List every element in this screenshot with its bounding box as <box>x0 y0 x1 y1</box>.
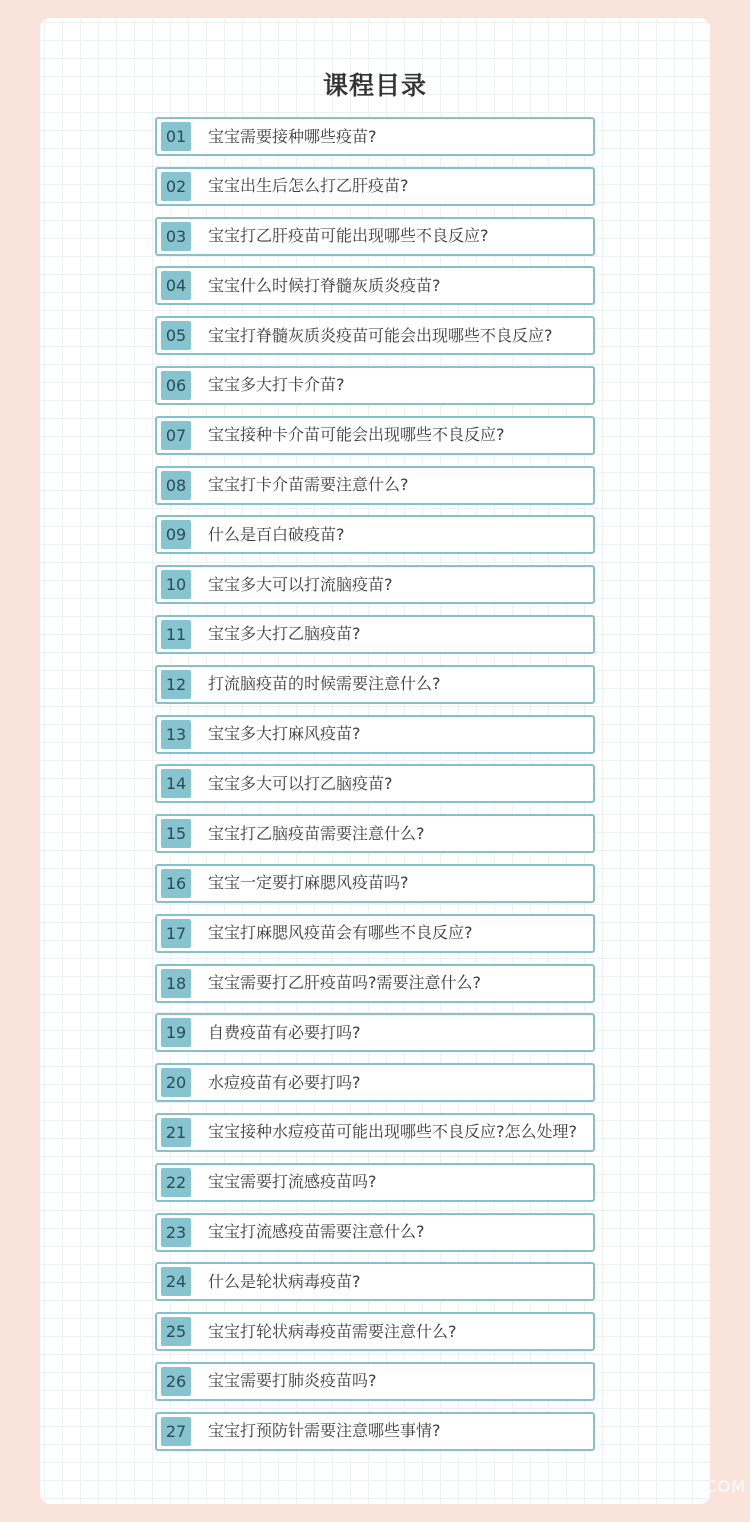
course-item-18[interactable] <box>155 964 595 1003</box>
course-title: 宝宝需要打乙肝疫苗吗?需要注意什么? <box>208 973 481 993</box>
course-title: 宝宝多大打乙脑疫苗? <box>208 624 361 644</box>
page-title: 课程目录 <box>322 71 427 100</box>
course-number: 24 <box>161 1267 191 1296</box>
watermark-text: COM <box>705 1477 746 1496</box>
course-item-11[interactable] <box>155 615 595 654</box>
course-title: 宝宝打脊髓灰质炎疫苗可能会出现哪些不良反应? <box>208 325 553 345</box>
course-number: 26 <box>161 1367 191 1396</box>
course-item-23[interactable] <box>155 1213 595 1252</box>
course-item-10[interactable] <box>155 565 595 604</box>
course-title: 宝宝打轮状病毒疫苗需要注意什么? <box>208 1321 457 1341</box>
course-item-13[interactable] <box>155 715 595 754</box>
course-item-09[interactable] <box>155 515 595 554</box>
course-item-20[interactable] <box>155 1063 595 1102</box>
course-item-19[interactable] <box>155 1013 595 1052</box>
course-list <box>155 117 595 1462</box>
course-number: 18 <box>161 969 191 998</box>
course-item-17[interactable] <box>155 914 595 953</box>
course-number: 13 <box>161 720 191 749</box>
course-number: 11 <box>161 620 191 649</box>
course-number: 17 <box>161 919 191 948</box>
course-number: 25 <box>161 1317 191 1346</box>
course-title: 宝宝需要接种哪些疫苗? <box>208 126 377 146</box>
course-number: 22 <box>161 1168 191 1197</box>
course-item-22[interactable] <box>155 1163 595 1202</box>
course-title: 宝宝多大打麻风疫苗? <box>208 724 361 744</box>
course-number: 02 <box>161 172 191 201</box>
course-title: 宝宝接种卡介苗可能会出现哪些不良反应? <box>208 425 505 445</box>
course-title: 什么是轮状病毒疫苗? <box>208 1271 361 1291</box>
course-item-04[interactable] <box>155 266 595 305</box>
course-number: 20 <box>161 1068 191 1097</box>
course-number: 06 <box>161 371 191 400</box>
course-title: 宝宝打乙肝疫苗可能出现哪些不良反应? <box>208 226 489 246</box>
course-item-08[interactable] <box>155 466 595 505</box>
course-title: 宝宝多大可以打乙脑疫苗? <box>208 773 393 793</box>
course-number: 19 <box>161 1018 191 1047</box>
course-number: 07 <box>161 421 191 450</box>
course-number: 05 <box>161 321 191 350</box>
course-item-14[interactable] <box>155 764 595 803</box>
course-number: 10 <box>161 570 191 599</box>
course-title: 宝宝什么时候打脊髓灰质炎疫苗? <box>208 275 441 295</box>
course-item-26[interactable] <box>155 1362 595 1401</box>
course-item-15[interactable] <box>155 814 595 853</box>
course-title: 宝宝打乙脑疫苗需要注意什么? <box>208 823 425 843</box>
course-item-03[interactable] <box>155 217 595 256</box>
course-title: 宝宝打卡介苗需要注意什么? <box>208 475 409 495</box>
course-number: 14 <box>161 769 191 798</box>
course-item-16[interactable] <box>155 864 595 903</box>
course-item-01[interactable] <box>155 117 595 156</box>
course-title: 宝宝打预防针需要注意哪些事情? <box>208 1421 441 1441</box>
course-number: 23 <box>161 1218 191 1247</box>
catalog-card <box>40 18 710 1504</box>
course-number: 15 <box>161 819 191 848</box>
course-item-27[interactable] <box>155 1412 595 1451</box>
course-title: 宝宝需要打肺炎疫苗吗? <box>208 1371 377 1391</box>
course-title: 宝宝一定要打麻腮风疫苗吗? <box>208 873 409 893</box>
course-number: 01 <box>161 122 191 151</box>
course-title: 宝宝打麻腮风疫苗会有哪些不良反应? <box>208 923 473 943</box>
course-title: 宝宝多大打卡介苗? <box>208 375 345 395</box>
course-number: 21 <box>161 1118 191 1147</box>
course-title: 水痘疫苗有必要打吗? <box>208 1072 361 1092</box>
course-title: 宝宝出生后怎么打乙肝疫苗? <box>208 176 409 196</box>
course-title: 打流脑疫苗的时候需要注意什么? <box>208 674 441 694</box>
course-item-24[interactable] <box>155 1262 595 1301</box>
course-item-05[interactable] <box>155 316 595 355</box>
course-number: 03 <box>161 222 191 251</box>
course-item-21[interactable] <box>155 1113 595 1152</box>
course-number: 09 <box>161 520 191 549</box>
course-number: 12 <box>161 670 191 699</box>
course-title: 宝宝打流感疫苗需要注意什么? <box>208 1222 425 1242</box>
course-title: 宝宝多大可以打流脑疫苗? <box>208 574 393 594</box>
course-item-06[interactable] <box>155 366 595 405</box>
course-title: 自费疫苗有必要打吗? <box>208 1022 361 1042</box>
course-item-02[interactable] <box>155 167 595 206</box>
course-item-07[interactable] <box>155 416 595 455</box>
course-title: 宝宝接种水痘疫苗可能出现哪些不良反应?怎么处理? <box>208 1122 577 1142</box>
course-number: 04 <box>161 271 191 300</box>
course-number: 16 <box>161 869 191 898</box>
course-number: 08 <box>161 471 191 500</box>
course-item-12[interactable] <box>155 665 595 704</box>
course-item-25[interactable] <box>155 1312 595 1351</box>
course-number: 27 <box>161 1417 191 1446</box>
course-title: 什么是百白破疫苗? <box>208 524 345 544</box>
course-title: 宝宝需要打流感疫苗吗? <box>208 1172 377 1192</box>
